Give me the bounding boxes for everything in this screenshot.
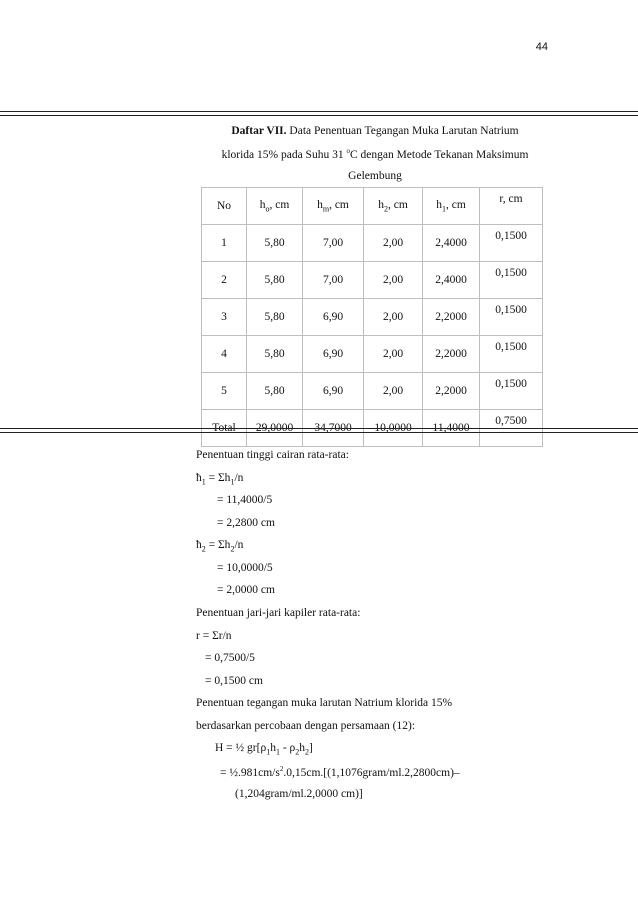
cell: 4 [202, 336, 247, 373]
header-h1: $h_1$, cm [423, 188, 480, 225]
cell: Total [202, 410, 247, 447]
caption-line2b: C dengan Metode Tekanan Maksimum [349, 148, 529, 161]
cell: 5,80 [247, 336, 303, 373]
table-row [202, 262, 543, 299]
caption-label: Daftar VII. [231, 125, 287, 137]
cell: 7,00 [303, 262, 364, 299]
header-h2: $h_2$, cm [364, 188, 423, 225]
cell: 10,0000 [364, 410, 423, 447]
cell: 6,90 [303, 373, 364, 410]
cell: 0,1500 [480, 262, 543, 299]
cell: 3 [202, 299, 247, 336]
top-rule-1 [0, 111, 638, 112]
cell: 5,80 [247, 373, 303, 410]
cell: 1 [202, 225, 247, 262]
text-line: r = Σr/n [196, 630, 232, 642]
top-rule-2 [0, 115, 638, 116]
cell: 2,00 [364, 299, 423, 336]
cell: 2,00 [364, 262, 423, 299]
table-row [202, 373, 543, 410]
table-row [202, 225, 543, 262]
cell: 2,4000 [423, 225, 480, 262]
cell: 6,90 [303, 299, 364, 336]
cell: 2,2000 [423, 299, 480, 336]
bottom-rule-1 [0, 428, 638, 429]
caption-line1: Data Penentuan Tegangan Muka Larutan Natrium [286, 125, 519, 137]
table-caption [196, 125, 554, 185]
cell: 29,0000 [247, 410, 303, 447]
bottom-rule-2 [0, 432, 638, 433]
text-line: Penentuan jari-jari kapiler rata-rata: [196, 607, 361, 619]
cell: 0,1500 [480, 336, 543, 373]
header-ho: $h_o$, cm [247, 188, 303, 225]
text-line: berdasarkan percobaan dengan persamaan (12): [196, 720, 416, 732]
cell: 2,2000 [423, 336, 480, 373]
formula-calc: = $\frac{1}{2}.981cm/s^2.0,15cm.[(1,1076gram/ml.2,2800cm)-$ [220, 765, 460, 779]
cell: 2,00 [364, 225, 423, 262]
cell: 6,90 [303, 336, 364, 373]
degree-mark: o [346, 147, 350, 155]
cell: 34,7000 [303, 410, 364, 447]
text-line: = 2,2800 cm [217, 517, 275, 529]
text-line: (1,204gram/ml.2,0000 cm)] [235, 788, 363, 800]
text-line: Penentuan tinggi cairan rata-rata: [196, 449, 349, 461]
formula-h: H = ½ $gr[\rho_1h_1 - \rho_2h_2]$ [215, 742, 313, 757]
cell: 2,2000 [423, 373, 480, 410]
text-line: = 2,0000 cm [217, 584, 275, 596]
text-line: = 0,1500 cm [205, 675, 263, 687]
cell: 0,1500 [480, 373, 543, 410]
header-hm: $h_m$, cm [303, 188, 364, 225]
data-table [201, 187, 543, 447]
header-no: No [202, 188, 247, 225]
page-number: 44 [535, 41, 548, 53]
formula-h2: $ħ_2 = \Sigma h_2/n$ [196, 539, 244, 554]
cell: 0,7500 [480, 410, 543, 447]
caption-line2a: klorida 15% pada Suhu 31 [221, 148, 347, 161]
cell: 5,80 [247, 299, 303, 336]
cell: 5 [202, 373, 247, 410]
formula-h1: $ħ_1 = \Sigma h_1/n$ [196, 472, 244, 487]
cell: 0,1500 [480, 299, 543, 336]
text-line: = 11,4000/5 [217, 494, 273, 506]
cell: 7,00 [303, 225, 364, 262]
cell: 5,80 [247, 262, 303, 299]
cell: 11,4000 [423, 410, 480, 447]
cell: 2,4000 [423, 262, 480, 299]
header-r: r, cm [480, 188, 543, 225]
cell: 2,00 [364, 373, 423, 410]
text-line: = 0,7500/5 [205, 652, 255, 664]
cell: 2 [202, 262, 247, 299]
cell: 2,00 [364, 336, 423, 373]
table-row [202, 336, 543, 373]
table-header-row [202, 188, 543, 225]
cell: 5,80 [247, 225, 303, 262]
table-row [202, 299, 543, 336]
cell: 0,1500 [480, 225, 543, 262]
caption-line3: Gelembung [348, 170, 402, 182]
text-line: Penentuan tegangan muka larutan Natrium klorida 15% [196, 697, 453, 709]
text-line: = 10,0000/5 [217, 562, 273, 574]
